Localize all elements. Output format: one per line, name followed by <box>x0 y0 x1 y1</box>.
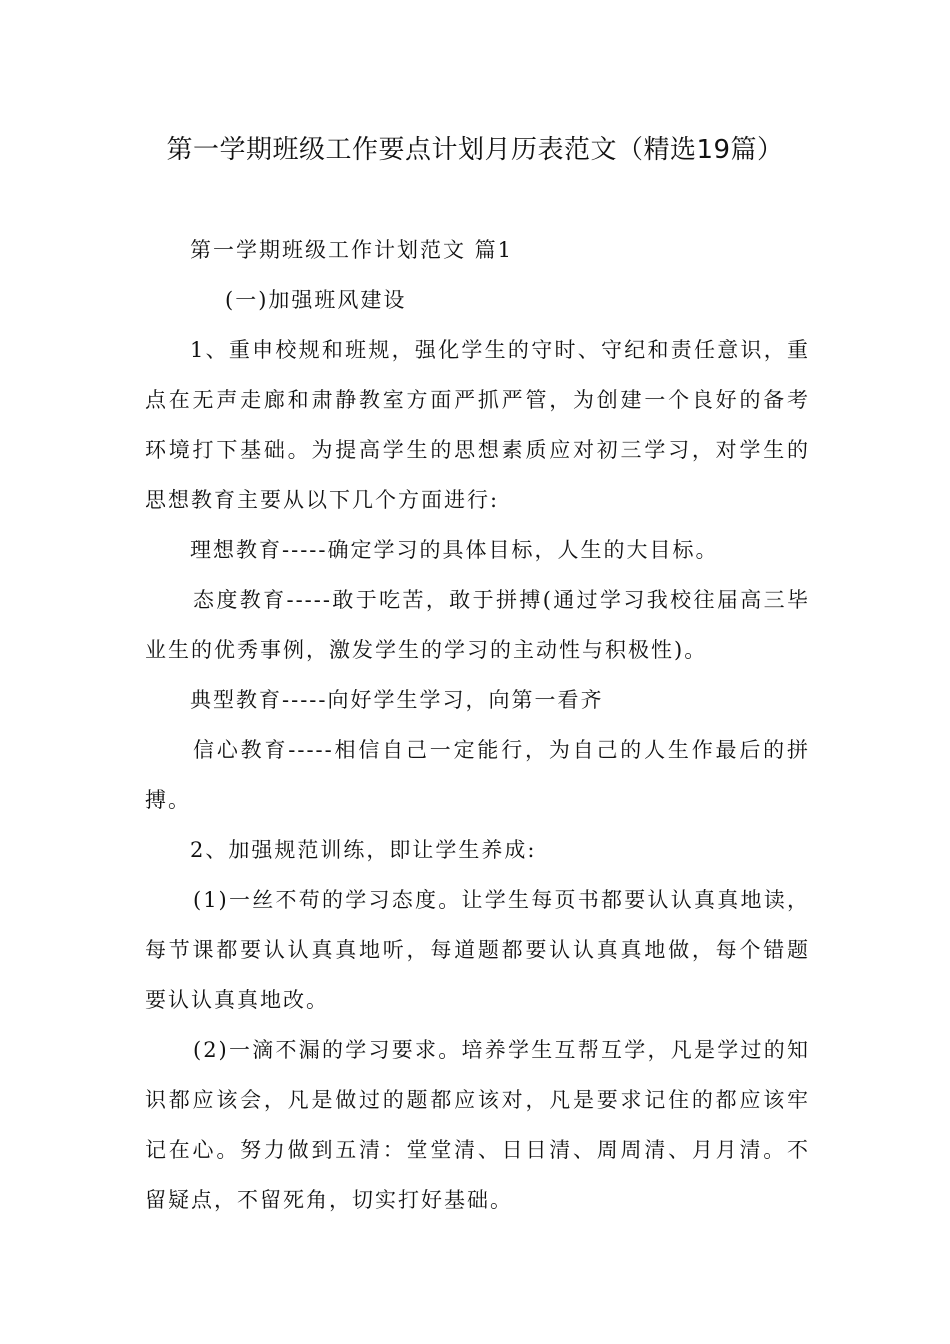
document-title: 第一学期班级工作要点计划月历表范文（精选19篇） <box>166 135 784 165</box>
document-body <box>145 225 810 1225</box>
paragraph: 态度教育-----敢于吃苦，敢于拼搏(通过学习我校往届高三毕业生的优秀事例，激发学生的学习的主动性与积极性)。 <box>145 588 810 662</box>
paragraph: 典型教育-----向好学生学习，向第一看齐 <box>190 688 604 712</box>
paragraph: (2)一滴不漏的学习要求。培养学生互帮互学，凡是学过的知识都应该会，凡是做过的题都应该对，凡是要求记住的都应该牢记在心。努力做到五清：堂堂清、日日清、周周清、月月清。不留疑点，不留死角，切实打好基础。 <box>145 1038 810 1212</box>
paragraph: 2、加强规范训练，即让学生养成: <box>190 838 537 862</box>
paragraph: (1)一丝不苟的学习态度。让学生每页书都要认认真真地读，每节课都要认认真真地听，每道题都要认认真真地做，每个错题要认认真真地改。 <box>145 888 810 1012</box>
section-heading: 第一学期班级工作计划范文 篇1 <box>190 238 514 262</box>
paragraph: 理想教育-----确定学习的具体目标，人生的大目标。 <box>190 538 719 562</box>
paragraph: 信心教育-----相信自己一定能行，为自己的人生作最后的拼搏。 <box>145 738 810 812</box>
paragraph: 1、重申校规和班规，强化学生的守时、守纪和责任意识，重点在无声走廊和肃静教室方面严抓严管，为创建一个良好的备考环境打下基础。为提高学生的思想素质应对初三学习，对学生的思想教育主要从以下几个方面进行: <box>145 338 810 512</box>
subsection-heading: (一)加强班风建设 <box>225 288 407 312</box>
